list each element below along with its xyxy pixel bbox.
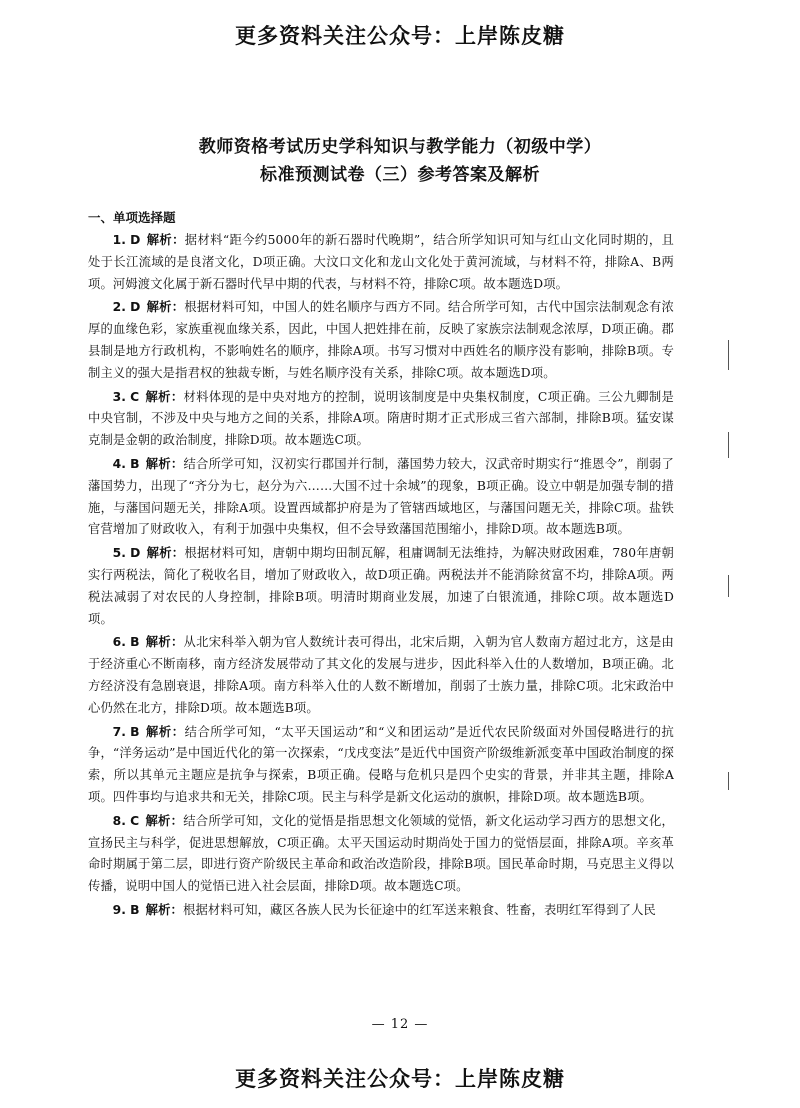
answer-key: B <box>130 724 140 739</box>
answer-key: B <box>130 456 140 471</box>
question-number: 4. <box>112 456 127 471</box>
answer-key: C <box>130 389 140 404</box>
analysis-label: 解析： <box>145 456 184 471</box>
scan-margin-mark <box>728 432 729 458</box>
top-banner: 更多资料关注公众号：上岸陈皮糖 <box>235 24 565 48</box>
question-number: 7. <box>112 724 127 739</box>
answer-key: B <box>130 902 140 917</box>
analysis-label: 解析： <box>145 813 184 828</box>
answer-item <box>88 297 674 384</box>
document-title: 教师资格考试历史学科知识与教学能力（初级中学） <box>198 137 602 157</box>
analysis-label: 解析： <box>145 902 183 917</box>
analysis-text: 从北宋科举入朝为官人数统计表可得出，北宋后期，入朝为官人数南方超过北方，这是由于经济重心不断南移，南方经济发展带动了其文化的发展与进步，因此科举入仕的人数增加，B项正确。北方经济没有急剧衰退，排除A项。南方科举入仕的人数不断增加，削弱了士族力量，排除C项。北宋政治中心仍然在北方，排除D项。故本题选B项。 <box>88 635 674 715</box>
answer-list <box>88 230 674 924</box>
analysis-label: 解析： <box>145 724 185 739</box>
answer-item <box>88 900 674 922</box>
question-number: 8. <box>112 813 127 828</box>
answer-item <box>88 722 674 809</box>
analysis-text: 结合所学可知，文化的觉悟是指思想文化领域的觉悟，新文化运动学习西方的思想文化，宣扬民主与科学，促进思想解放，C项正确。太平天国运动时期尚处于国力的觉悟层面，排除A项。辛亥革命时期属于第二层，即进行资产阶级民主革命和政治改造阶段，排除B项。国民革命时期，马克思主义得以传播，说明中国人的觉悟已进入社会层面，排除D项。故本题选C项。 <box>88 813 674 894</box>
bottom-banner: 更多资料关注公众号：上岸陈皮糖 <box>235 1067 565 1091</box>
answer-key: B <box>130 635 140 650</box>
answer-item <box>88 811 674 898</box>
analysis-text: 根据材料可知，唐朝中期均田制瓦解，租庸调制无法维持，为解决财政困难，780年唐朝实行两税法，简化了税收名目，增加了财政收入，故D项正确。两税法并不能消除贫富不均，排除A项。两税法减弱了对农民的人身控制，排除B项。明清时期商业发展，加速了白银流通，排除C项。故本题选D项。 <box>88 546 674 626</box>
analysis-text: 根据材料可知，中国人的姓名顺序与西方不同。结合所学可知，古代中国宗法制观念有浓厚的血缘色彩，家族重视血缘关系，因此，中国人把姓排在前，反映了家族宗法制观念浓厚，D项正确。郡县制是地方行政机构，不影响姓名的顺序，排除A项。书写习惯对中西姓名的顺序没有影响，排除B项。专制主义的强大是指君权的独裁专断，与姓名顺序没有关系，排除C项。故本题选D项。 <box>88 300 674 380</box>
answer-item <box>88 387 674 452</box>
analysis-text: 材料体现的是中央对地方的控制，说明该制度是中央集权制度，C项正确。三公九卿制是中央官制，不涉及中央与地方之间的关系，排除A项。隋唐时期才正式形成三省六部制，排除B项。猛安谋克制是金朝的政治制度，排除D项。故本题选C项。 <box>88 389 675 448</box>
question-number: 3. <box>112 389 127 404</box>
analysis-text: 根据材料可知，藏区各族人民为长征途中的红军送来粮食、牲畜，表明红军得到了人民 <box>183 902 656 917</box>
question-number: 1. <box>112 233 127 247</box>
analysis-label: 解析： <box>145 389 184 404</box>
scan-margin-mark <box>728 575 729 597</box>
question-number: 5. <box>112 546 127 561</box>
analysis-label: 解析： <box>145 635 184 650</box>
answer-item <box>88 543 674 630</box>
analysis-label: 解析： <box>146 233 185 247</box>
analysis-text: 结合所学可知，汉初实行郡国并行制，藩国势力较大，汉武帝时期实行“推恩令”，削弱了藩国势力，出现了“齐分为七，赵分为六……大国不过十余城”的现象，B项正确。设立中朝是加强专制的措施，与藩国问题无关，排除A项。设置西域都护府是为了管辖西域地区，与藩国问题无关，排除C项。盐铁官营增加了财政收入，有利于加强中央集权，但不会导致藩国范围缩小，排除D项。故本题选B项。 <box>88 456 675 537</box>
question-number: 2. <box>112 300 127 315</box>
analysis-label: 解析： <box>146 546 185 561</box>
answer-key: D <box>130 233 141 247</box>
analysis-text: 结合所学可知，“太平天国运动”和“义和团运动”是近代农民阶级面对外国侵略进行的抗争，“洋务运动”是中国近代化的第一次探索，“戊戌变法”是近代中国资产阶级维新派变革中国政治制度的探索，所以其单元主题应是抗争与探索，B项正确。侵略与危机只是四个史实的背景，并非其主题，排除A项。四件事均与追求共和无关，排除C项。民主与科学是新文化运动的旗帜，排除D项。故本题选B项。 <box>88 724 674 804</box>
section-heading: 一、单项选择题 <box>88 210 176 225</box>
question-number: 6. <box>112 635 127 650</box>
answer-key: C <box>130 813 140 828</box>
answer-key: D <box>130 300 141 315</box>
answer-item <box>88 454 674 541</box>
answer-item <box>88 230 674 295</box>
answer-key: D <box>130 546 141 561</box>
analysis-text: 据材料“距今约5000年的新石器时代晚期”，结合所学知识可知与红山文化同时期的，且处于长江流域的是良渚文化，D项正确。大汶口文化和龙山文化处于黄河流域，与材料不符，排除A、B两项。河姆渡文化属于新石器时代早中期的代表，与材料不符，排除C项。故本题选D项。 <box>88 233 674 291</box>
scan-margin-mark <box>728 772 729 790</box>
answer-item <box>88 632 674 719</box>
page-number: — 12 — <box>371 1017 429 1032</box>
question-number: 9. <box>112 902 127 917</box>
analysis-label: 解析： <box>146 300 185 315</box>
scan-margin-mark <box>728 340 729 370</box>
document-subtitle: 标准预测试卷（三）参考答案及解析 <box>260 165 540 185</box>
